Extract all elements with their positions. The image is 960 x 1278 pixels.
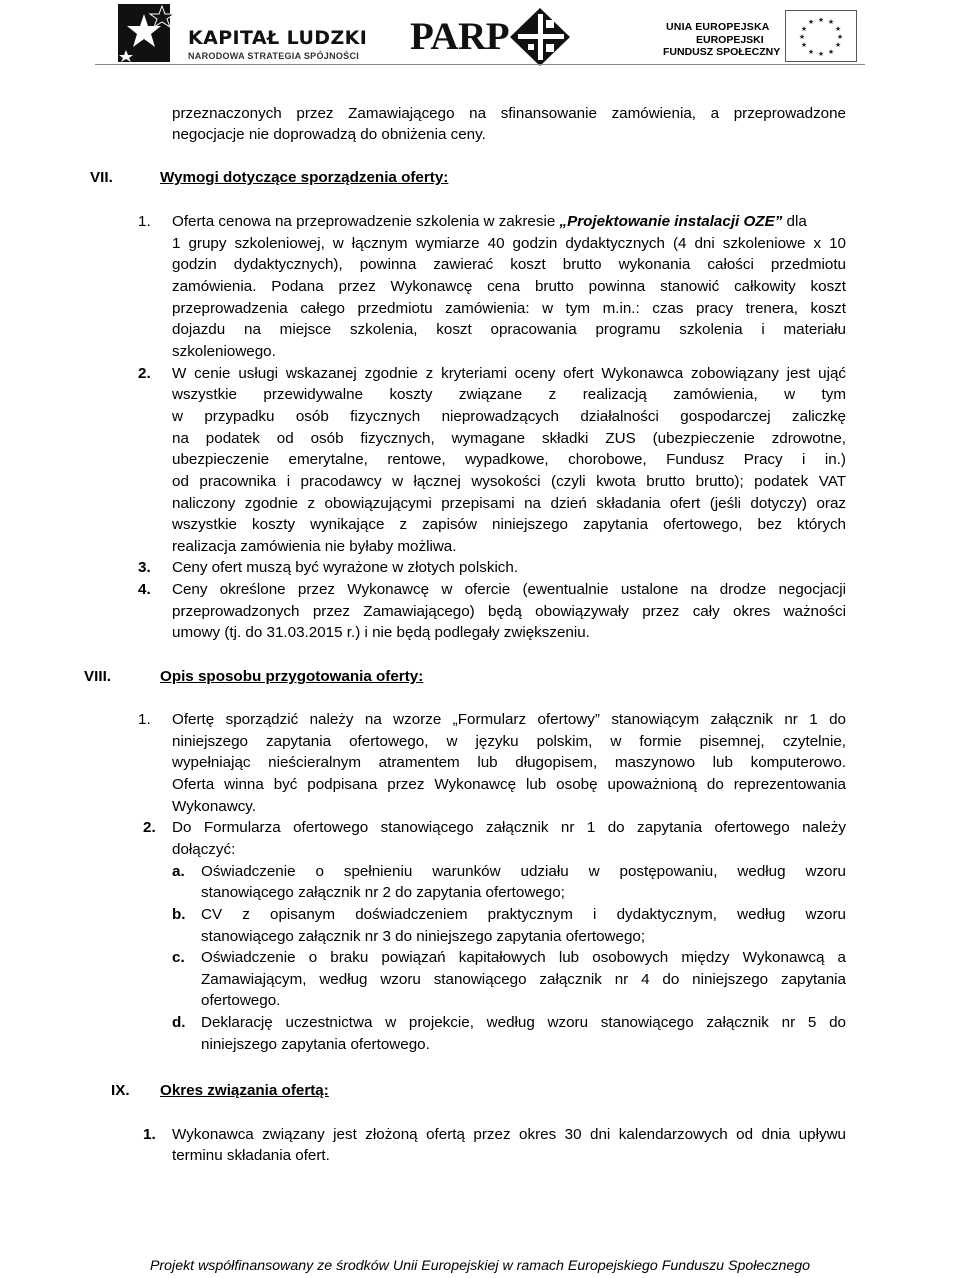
vii-4-line-2: przeprowadzonych przez Zamawiającego) będą obowiązywały przez cały okres ważności xyxy=(172,603,846,620)
svg-text:★: ★ xyxy=(834,25,842,33)
viii-2b-letter: b. xyxy=(172,906,186,923)
vii-1-course-title: „Projektowanie instalacji OZE” xyxy=(559,213,783,230)
parp-logo-icon xyxy=(510,8,576,66)
ue-line-2: EUROPEJSKI xyxy=(696,34,764,46)
vii-1-line-1c: dla xyxy=(782,213,807,230)
viii-2d-line-2: niniejszego zapytania ofertowego. xyxy=(201,1036,430,1053)
ix-1-line-2: terminu składania ofert. xyxy=(172,1147,330,1164)
svg-text:★: ★ xyxy=(836,33,844,41)
viii-2a-line-2: stanowiącego załącznik nr 2 do zapytania ofertowego; xyxy=(201,884,565,901)
kapital-ludzki-subtitle: NARODOWA STRATEGIA SPÓJNOŚCI xyxy=(188,51,360,61)
vii-1-line-1a: Oferta cenowa na przeprowadzenie szkolenia w zakresie xyxy=(172,213,560,230)
svg-text:★: ★ xyxy=(827,18,835,26)
svg-text:★: ★ xyxy=(817,50,825,58)
section-viii-number: VIII. xyxy=(84,668,112,685)
viii-1-line-4: Oferta winna być podpisana przez Wykonawcę lub osobę upoważnioną do reprezentowania xyxy=(172,776,846,793)
svg-text:★: ★ xyxy=(800,41,808,49)
header-logos xyxy=(0,0,960,66)
vii-1-line-5: przeprowadzenia całego przedmiotu zamówienia: w tym m.in.: czas pracy trenera, koszt xyxy=(172,300,846,317)
viii-1-line-3: wypełniając nieścieralnym atramentem lub długopisem, maszynowo lub komputerowo. xyxy=(172,754,846,771)
vii-2-line-6: od pracownika i pracodawcy w łącznej wysokości (czyli kwota brutto brutto); podatek VAT xyxy=(172,473,846,490)
vii-2-line-3: w przypadku osób fizycznych nieprowadzących działalności gospodarczej zaliczkę xyxy=(172,408,846,425)
svg-text:★: ★ xyxy=(817,16,825,24)
vii-2-number: 2. xyxy=(138,365,151,382)
svg-text:★: ★ xyxy=(798,33,806,41)
section-viii-title: Opis sposobu przygotowania oferty: xyxy=(160,668,424,685)
viii-2-number: 2. xyxy=(143,819,156,836)
section-vii-number: VII. xyxy=(90,169,113,186)
vii-1-line-1 xyxy=(172,211,846,233)
viii-2a-line-1: Oświadczenie o spełnieniu warunków udziału w postępowaniu, według wzoru xyxy=(201,863,846,880)
header-rule xyxy=(95,64,865,65)
kapital-ludzki-name: KAPITAŁ LUDZKI xyxy=(188,27,368,49)
viii-2a-letter: a. xyxy=(172,863,185,880)
section-ix-number: IX. xyxy=(111,1082,130,1099)
viii-2b-line-2: stanowiącego załącznik nr 3 do niniejszego zapytania ofertowego; xyxy=(201,928,646,945)
page-footer: Projekt współfinansowany ze środków Unii Europejskiej w ramach Europejskiego Funduszu Społecznego xyxy=(149,1258,811,1274)
ue-line-1: UNIA EUROPEJSKA xyxy=(666,21,770,33)
viii-2-line-2: dołączyć: xyxy=(172,841,236,858)
viii-2b-line-1: CV z opisanym doświadczeniem praktycznym i dydaktycznym, według wzoru xyxy=(201,906,846,923)
parp-logo-text: PARP xyxy=(410,15,510,58)
vii-1-line-7: szkoleniowego. xyxy=(172,343,276,360)
vii-1-line-6: dojazdu na miejsce szkolenia, koszt opracowania programu szkolenia i materiału xyxy=(172,321,846,338)
viii-1-line-5: Wykonawcy. xyxy=(172,798,256,815)
vii-3-number: 3. xyxy=(138,559,151,576)
svg-text:★: ★ xyxy=(807,18,815,26)
viii-2c-line-1: Oświadczenie o braku powiązań kapitałowych lub osobowych między Wykonawcą a xyxy=(201,949,846,966)
viii-1-number: 1. xyxy=(138,711,151,728)
vii-1-line-3: godzin dydaktycznych), powinna zawierać koszt brutto wykonania całości przedmiotu xyxy=(172,256,846,273)
viii-2-line-1: Do Formularza ofertowego stanowiącego załącznik nr 1 do zapytania ofertowego należy xyxy=(172,819,846,836)
vii-1-line-4: zamówienia. Podana przez Wykonawcę cena brutto powinna stanowić całkowity koszt xyxy=(172,278,846,295)
viii-2c-letter: c. xyxy=(172,949,185,966)
intro-line-2: negocjacje nie doprowadzą do obniżenia ceny. xyxy=(172,126,486,143)
vii-2-line-2: wszystkie przewidywalne koszty związane z realizacją zamówienia, w tym xyxy=(172,386,846,403)
viii-2c-line-2: Zamawiającym, według wzoru stanowiącego załącznik nr 4 do niniejszego zapytania xyxy=(201,971,846,988)
viii-1-line-2: niniejszego zapytania ofertowego, w języku polskim, w formie pisemnej, czytelnie, xyxy=(172,733,846,750)
ix-1-line-1: Wykonawca związany jest złożoną ofertą przez okres 30 dni kalendarzowych od dnia upływu xyxy=(172,1126,846,1143)
vii-2-line-4: na podatek od osób fizycznych, wymagane składki ZUS (ubezpieczenie zdrowotne, xyxy=(172,430,846,447)
vii-1-number: 1. xyxy=(138,213,151,230)
viii-2c-line-3: ofertowego. xyxy=(201,992,281,1009)
vii-1-line-2: 1 grupy szkoleniowej, w łącznym wymiarze 40 godzin dydaktycznych (4 dni szkoleniowe x 10 xyxy=(172,235,846,252)
vii-2-line-5: ubezpieczenie emerytalne, rentowe, wypadkowe, chorobowe, Fundusz Pracy i in.) xyxy=(172,451,846,468)
vii-2-line-1: W cenie usługi wskazanej zgodnie z kryteriami oceny ofert Wykonawca zobowiązany jest ująć xyxy=(172,365,846,382)
vii-4-line-3: umowy (tj. do 31.03.2015 r.) i nie będą podlegały zwiększeniu. xyxy=(172,624,590,641)
svg-text:★: ★ xyxy=(834,41,842,49)
viii-2d-line-1: Deklarację uczestnictwa w projekcie, według wzoru stanowiącego załącznik nr 5 do xyxy=(201,1014,846,1031)
vii-2-line-9: realizacja zamówienia nie byłaby możliwa. xyxy=(172,538,457,555)
vii-3-line-1: Ceny ofert muszą być wyrażone w złotych polskich. xyxy=(172,559,519,576)
eu-flag-icon xyxy=(785,10,857,62)
ix-1-number: 1. xyxy=(143,1126,156,1143)
viii-2d-letter: d. xyxy=(172,1014,186,1031)
svg-text:★: ★ xyxy=(827,48,835,56)
viii-1-line-1: Ofertę sporządzić należy na wzorze „Formularz ofertowy” stanowiącym załącznik nr 1 do xyxy=(172,711,846,728)
kapital-ludzki-logo-icon xyxy=(118,4,180,62)
vii-4-line-1: Ceny określone przez Wykonawcę w ofercie (ewentualnie ustalone na drodze negocjacji xyxy=(172,581,846,598)
svg-text:★: ★ xyxy=(800,25,808,33)
section-ix-title: Okres związania ofertą: xyxy=(160,1082,329,1099)
svg-text:★: ★ xyxy=(807,48,815,56)
intro-line-1: przeznaczonych przez Zamawiającego na sfinansowanie zamówienia, a przeprowadzone xyxy=(172,105,846,122)
section-vii-title: Wymogi dotyczące sporządzenia oferty: xyxy=(160,169,449,186)
vii-4-number: 4. xyxy=(138,581,151,598)
vii-1-line-1-rest xyxy=(559,211,846,233)
vii-2-line-7: naliczony zgodnie z obowiązującymi przepisami na dzień składania ofert (jeśli dotyczy) oraz xyxy=(172,495,846,512)
ue-line-3: FUNDUSZ SPOŁECZNY xyxy=(663,46,781,58)
vii-2-line-8: wszystkie koszty wynikające z zapisów niniejszego zapytania ofertowego, bez których xyxy=(172,516,846,533)
